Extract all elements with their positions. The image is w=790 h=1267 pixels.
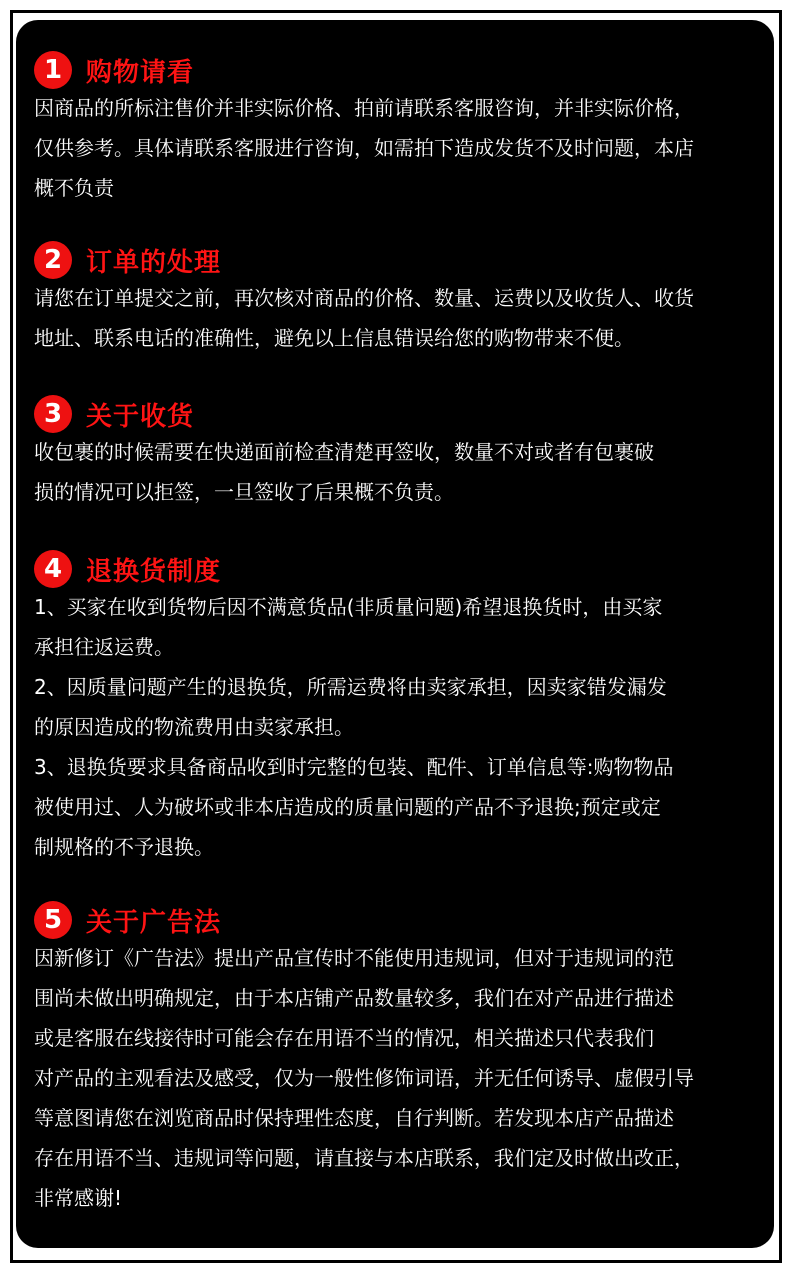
section-header	[34, 240, 764, 280]
section-title: 退换货制度	[86, 556, 222, 587]
section-title: 订单的处理	[86, 247, 222, 278]
section-text-line: 对产品的主观看法及感受，仅为一般性修饰词语，并无任何诱导、虚假引导	[34, 1066, 694, 1090]
section-header	[34, 50, 764, 90]
section-text-line: 损的情况可以拒签，一旦签收了后果概不负责。	[34, 480, 454, 504]
section-text-line: 的原因造成的物流费用由卖家承担。	[34, 715, 354, 739]
section-text-line: 存在用语不当、违规词等问题，请直接与本店联系，我们定及时做出改正，	[34, 1146, 694, 1170]
section-text-line: 请您在订单提交之前，再次核对商品的价格、数量、运费以及收货人、收货	[34, 286, 694, 310]
section-title: 关于广告法	[86, 907, 222, 938]
section-title: 关于收货	[86, 401, 195, 432]
section-text-line: 非常感谢!	[34, 1186, 123, 1210]
section-number-badge: 4	[34, 550, 72, 588]
section-text-line: 3、退换货要求具备商品收到时完整的包装、配件、订单信息等:购物物品	[34, 755, 674, 779]
section-advertising-law	[34, 900, 764, 1218]
section-text-line: 因新修订《广告法》提出产品宣传时不能使用违规词，但对于违规词的范	[34, 946, 674, 970]
section-header	[34, 549, 764, 589]
section-title: 购物请看	[86, 57, 195, 88]
section-text-line: 地址、联系电话的准确性，避免以上信息错误给您的购物带来不便。	[34, 326, 634, 350]
section-text-line: 承担往返运费。	[34, 635, 174, 659]
section-text-line: 制规格的不予退换。	[34, 835, 214, 859]
section-header	[34, 394, 764, 434]
section-text-line: 概不负责	[34, 176, 114, 200]
section-text-line: 被使用过、人为破坏或非本店造成的质量问题的产品不予退换;预定或定	[34, 795, 661, 819]
section-text-line: 因商品的所标注售价并非实际价格、拍前请联系客服咨询，并非实际价格，	[34, 96, 694, 120]
section-receiving	[34, 394, 764, 512]
section-text-line: 或是客服在线接待时可能会存在用语不当的情况，相关描述只代表我们	[34, 1026, 654, 1050]
section-header	[34, 900, 764, 940]
section-purchase-notice	[34, 50, 764, 208]
section-text-line: 1、买家在收到货物后因不满意货品(非质量问题)希望退换货时，由买家	[34, 595, 663, 619]
section-number-badge: 1	[34, 51, 72, 89]
section-text-line: 围尚未做出明确规定，由于本店铺产品数量较多，我们在对产品进行描述	[34, 986, 674, 1010]
section-text-line: 仅供参考。具体请联系客服进行咨询，如需拍下造成发货不及时问题，本店	[34, 136, 694, 160]
section-number-badge: 3	[34, 395, 72, 433]
section-text-line: 收包裹的时候需要在快递面前检查清楚再签收，数量不对或者有包裹破	[34, 440, 654, 464]
section-order-processing	[34, 240, 764, 358]
section-text-line: 等意图请您在浏览商品时保持理性态度，自行判断。若发现本店产品描述	[34, 1106, 674, 1130]
section-number-badge: 2	[34, 241, 72, 279]
section-number-badge: 5	[34, 901, 72, 939]
section-text-line: 2、因质量问题产生的退换货，所需运费将由卖家承担，因卖家错发漏发	[34, 675, 667, 699]
section-return-policy	[34, 549, 764, 867]
